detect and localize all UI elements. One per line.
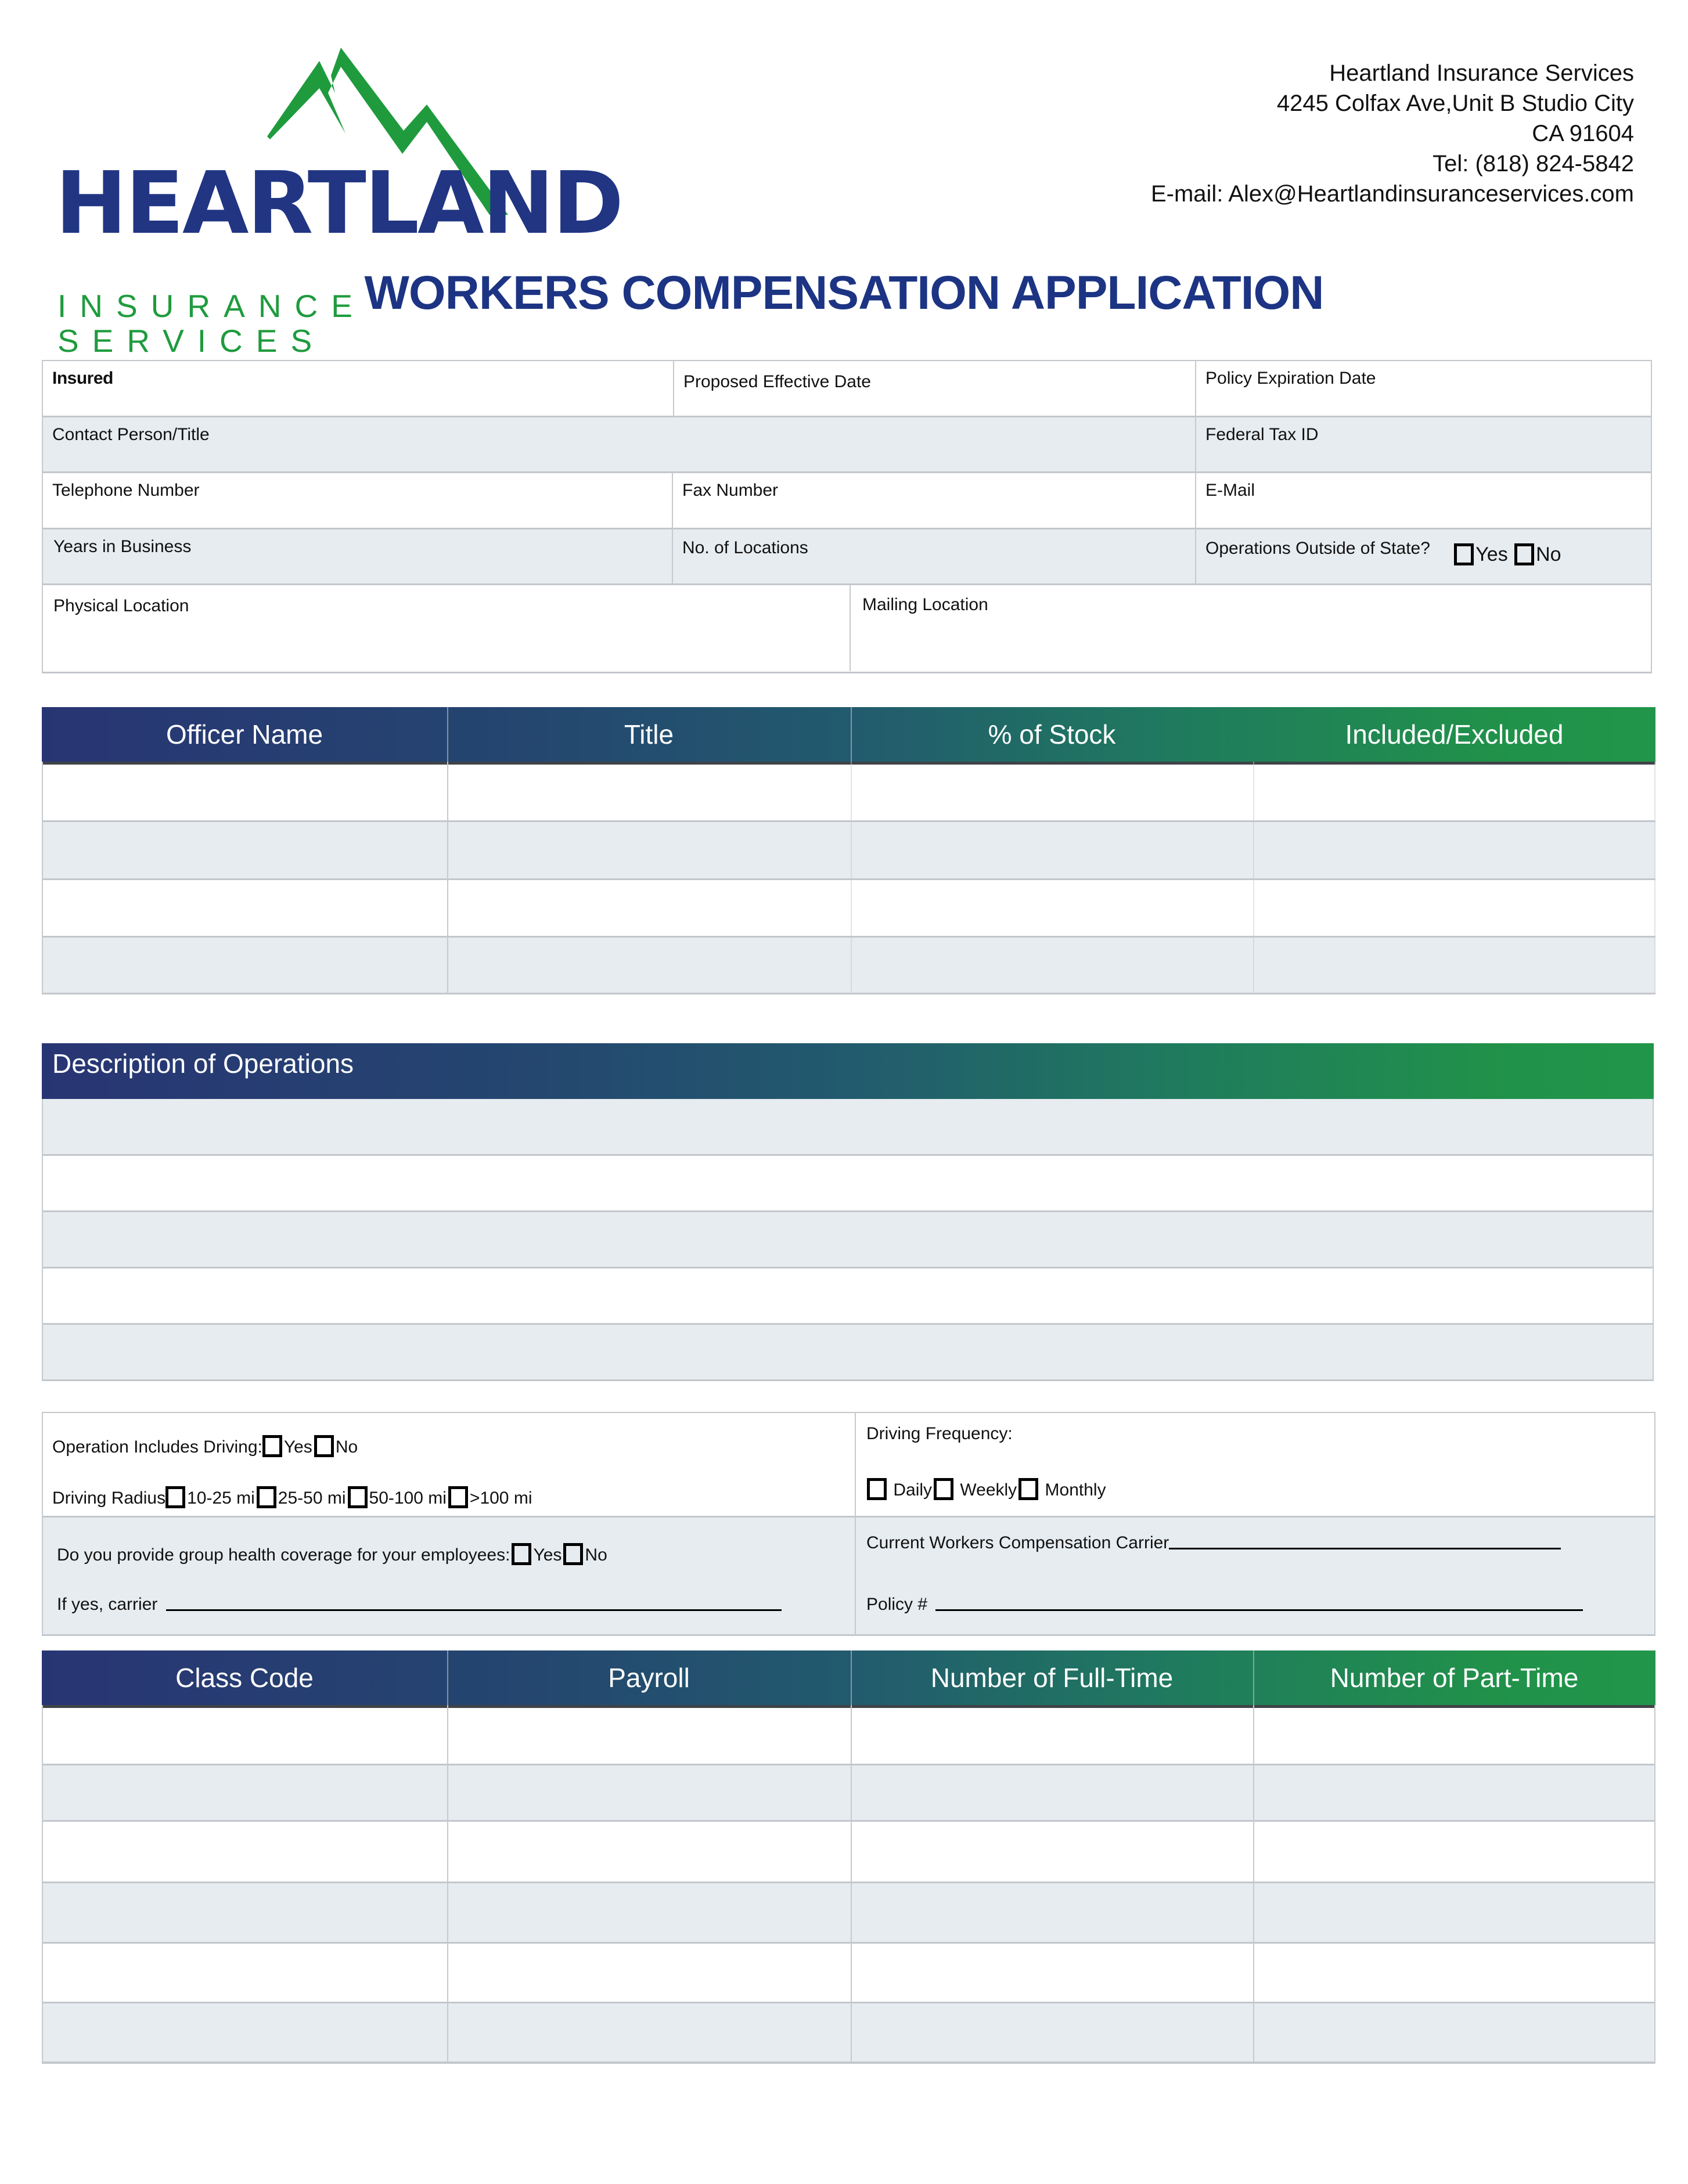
officers-table [42, 707, 1655, 994]
driving-frequency [855, 1415, 1654, 1444]
contact-person-title-label: Contact Person/Title [52, 425, 210, 444]
if-yes-carrier-label: If yes, carrier [57, 1595, 158, 1614]
no-of-locations-field[interactable] [672, 529, 1195, 584]
col-full-time: Number of Full-Time [930, 1663, 1174, 1693]
policy-number-field[interactable] [855, 1585, 1654, 1615]
mailing-location-label: Mailing Location [862, 595, 988, 614]
col-title: Title [624, 719, 674, 749]
table-row [42, 1882, 1655, 1942]
company-address-line2: CA 91604 [1532, 121, 1634, 146]
company-name: Heartland Insurance Services [1329, 60, 1634, 86]
class-code-table [42, 1650, 1655, 2064]
driving-no-label: No [335, 1437, 358, 1457]
policy-number-line[interactable] [935, 1593, 1583, 1611]
group-health-coverage [42, 1535, 855, 1566]
table-row [42, 2002, 1655, 2062]
radius-25-50-label: 25-50 mi [278, 1489, 346, 1508]
driving-frequency-options [855, 1470, 1654, 1501]
fax-number-label: Fax Number [682, 481, 779, 500]
col-class-code: Class Code [175, 1663, 314, 1693]
operations-outside-state-label: Operations Outside of State? [1205, 539, 1430, 558]
driving-yes-checkbox[interactable] [262, 1435, 282, 1457]
col-percent-stock: % of Stock [988, 719, 1116, 749]
proposed-effective-date-field[interactable] [673, 363, 1195, 416]
description-header [42, 1043, 1654, 1099]
col-included-excluded: Included/Excluded [1345, 719, 1564, 749]
physical-location-field[interactable] [42, 584, 850, 672]
general-info-form [42, 360, 1652, 673]
description-line[interactable] [42, 1324, 1654, 1380]
frequency-weekly-checkbox[interactable] [934, 1478, 953, 1500]
officers-table-header [42, 707, 1655, 762]
current-carrier-line[interactable] [1169, 1531, 1561, 1549]
years-in-business-label: Years in Business [53, 537, 192, 556]
radius-50-100-label: 50-100 mi [369, 1489, 447, 1508]
frequency-daily-label: Daily [893, 1480, 933, 1500]
description-line[interactable] [42, 1155, 1654, 1211]
no-label: No [1536, 543, 1561, 565]
operation-includes-driving [42, 1423, 855, 1458]
company-address-line1: 4245 Colfax Ave,Unit B Studio City [1276, 91, 1634, 116]
table-row [42, 821, 1655, 879]
group-health-label: Do you provide group health coverage for your employees: [57, 1545, 510, 1565]
mailing-location-field[interactable] [850, 584, 1652, 672]
operations-outside-state-yes-checkbox[interactable] [1454, 543, 1474, 565]
operations-outside-state-field [1195, 528, 1652, 584]
frequency-monthly-checkbox[interactable] [1018, 1478, 1038, 1500]
group-health-no-checkbox[interactable] [563, 1543, 583, 1565]
class-table-header [42, 1650, 1655, 1705]
insured-label: Insured [52, 369, 113, 388]
table-row [42, 765, 1655, 821]
company-contact-block [1151, 58, 1634, 209]
group-health-no-label: No [585, 1545, 607, 1565]
table-row [42, 1708, 1655, 1764]
policy-expiration-date-field[interactable] [1195, 360, 1652, 416]
federal-tax-id-field[interactable] [1195, 416, 1652, 472]
frequency-daily-checkbox[interactable] [867, 1478, 887, 1500]
radius-over-100-checkbox[interactable] [448, 1486, 468, 1508]
policy-number-label: Policy # [866, 1595, 928, 1614]
description-line[interactable] [42, 1267, 1654, 1324]
operations-outside-state-no-checkbox[interactable] [1514, 543, 1534, 565]
email-field[interactable] [1195, 472, 1652, 528]
radius-over-100-label: >100 mi [469, 1489, 532, 1508]
email-label: E-Mail [1205, 481, 1255, 500]
table-row [42, 1821, 1655, 1882]
logo-wordmark: HEARTLAND [55, 153, 622, 253]
col-part-time: Number of Part-Time [1330, 1663, 1579, 1693]
no-of-locations-label: No. of Locations [682, 538, 808, 557]
radius-10-25-checkbox[interactable] [165, 1486, 185, 1508]
page-title: WORKERS COMPENSATION APPLICATION [364, 266, 1324, 319]
proposed-effective-date-label: Proposed Effective Date [683, 372, 871, 391]
insured-field[interactable] [42, 360, 673, 416]
radius-25-50-checkbox[interactable] [257, 1486, 276, 1508]
logo-tagline: INSURANCE SERVICES [57, 288, 366, 359]
driving-yes-label: Yes [283, 1437, 312, 1457]
description-header-label: Description of Operations [52, 1048, 354, 1079]
driving-no-checkbox[interactable] [314, 1435, 334, 1457]
description-of-operations [42, 1043, 1654, 1383]
if-yes-carrier-line[interactable] [166, 1593, 782, 1611]
years-in-business-field[interactable] [42, 528, 672, 584]
driving-radius-label: Driving Radius [52, 1489, 166, 1508]
description-line[interactable] [42, 1099, 1654, 1155]
frequency-monthly-label: Monthly [1045, 1480, 1106, 1500]
driving-radius [42, 1475, 855, 1509]
company-phone: Tel: (818) 824-5842 [1433, 151, 1634, 176]
current-carrier-label: Current Workers Compensation Carrier [866, 1533, 1169, 1552]
col-officer-name: Officer Name [165, 719, 323, 749]
yes-label: Yes [1475, 543, 1508, 565]
group-health-yes-checkbox[interactable] [512, 1543, 531, 1565]
company-email: E-mail: Alex@Heartlandinsuranceservices.com [1150, 181, 1634, 207]
contact-person-title-field[interactable] [42, 416, 1195, 472]
current-carrier-field[interactable] [855, 1523, 1654, 1554]
telephone-number-field[interactable] [42, 472, 672, 528]
company-logo [55, 35, 622, 359]
frequency-weekly-label: Weekly [960, 1480, 1017, 1500]
federal-tax-id-label: Federal Tax ID [1205, 425, 1319, 444]
fax-number-field[interactable] [672, 472, 1195, 528]
table-row [42, 1942, 1655, 2002]
driving-coverage-section [42, 1412, 1655, 1636]
table-row [42, 879, 1655, 936]
policy-expiration-date-label: Policy Expiration Date [1205, 369, 1376, 388]
physical-location-label: Physical Location [53, 596, 189, 615]
telephone-number-label: Telephone Number [52, 481, 200, 500]
radius-10-25-label: 10-25 mi [187, 1489, 255, 1508]
col-payroll: Payroll [608, 1663, 690, 1693]
radius-50-100-checkbox[interactable] [348, 1486, 368, 1508]
group-health-yes-label: Yes [533, 1545, 562, 1565]
table-row [42, 1764, 1655, 1821]
table-row [42, 936, 1655, 993]
includes-driving-label: Operation Includes Driving: [52, 1437, 262, 1457]
if-yes-carrier-field[interactable] [42, 1585, 855, 1615]
driving-frequency-label: Driving Frequency: [866, 1424, 1013, 1443]
description-line[interactable] [42, 1211, 1654, 1267]
